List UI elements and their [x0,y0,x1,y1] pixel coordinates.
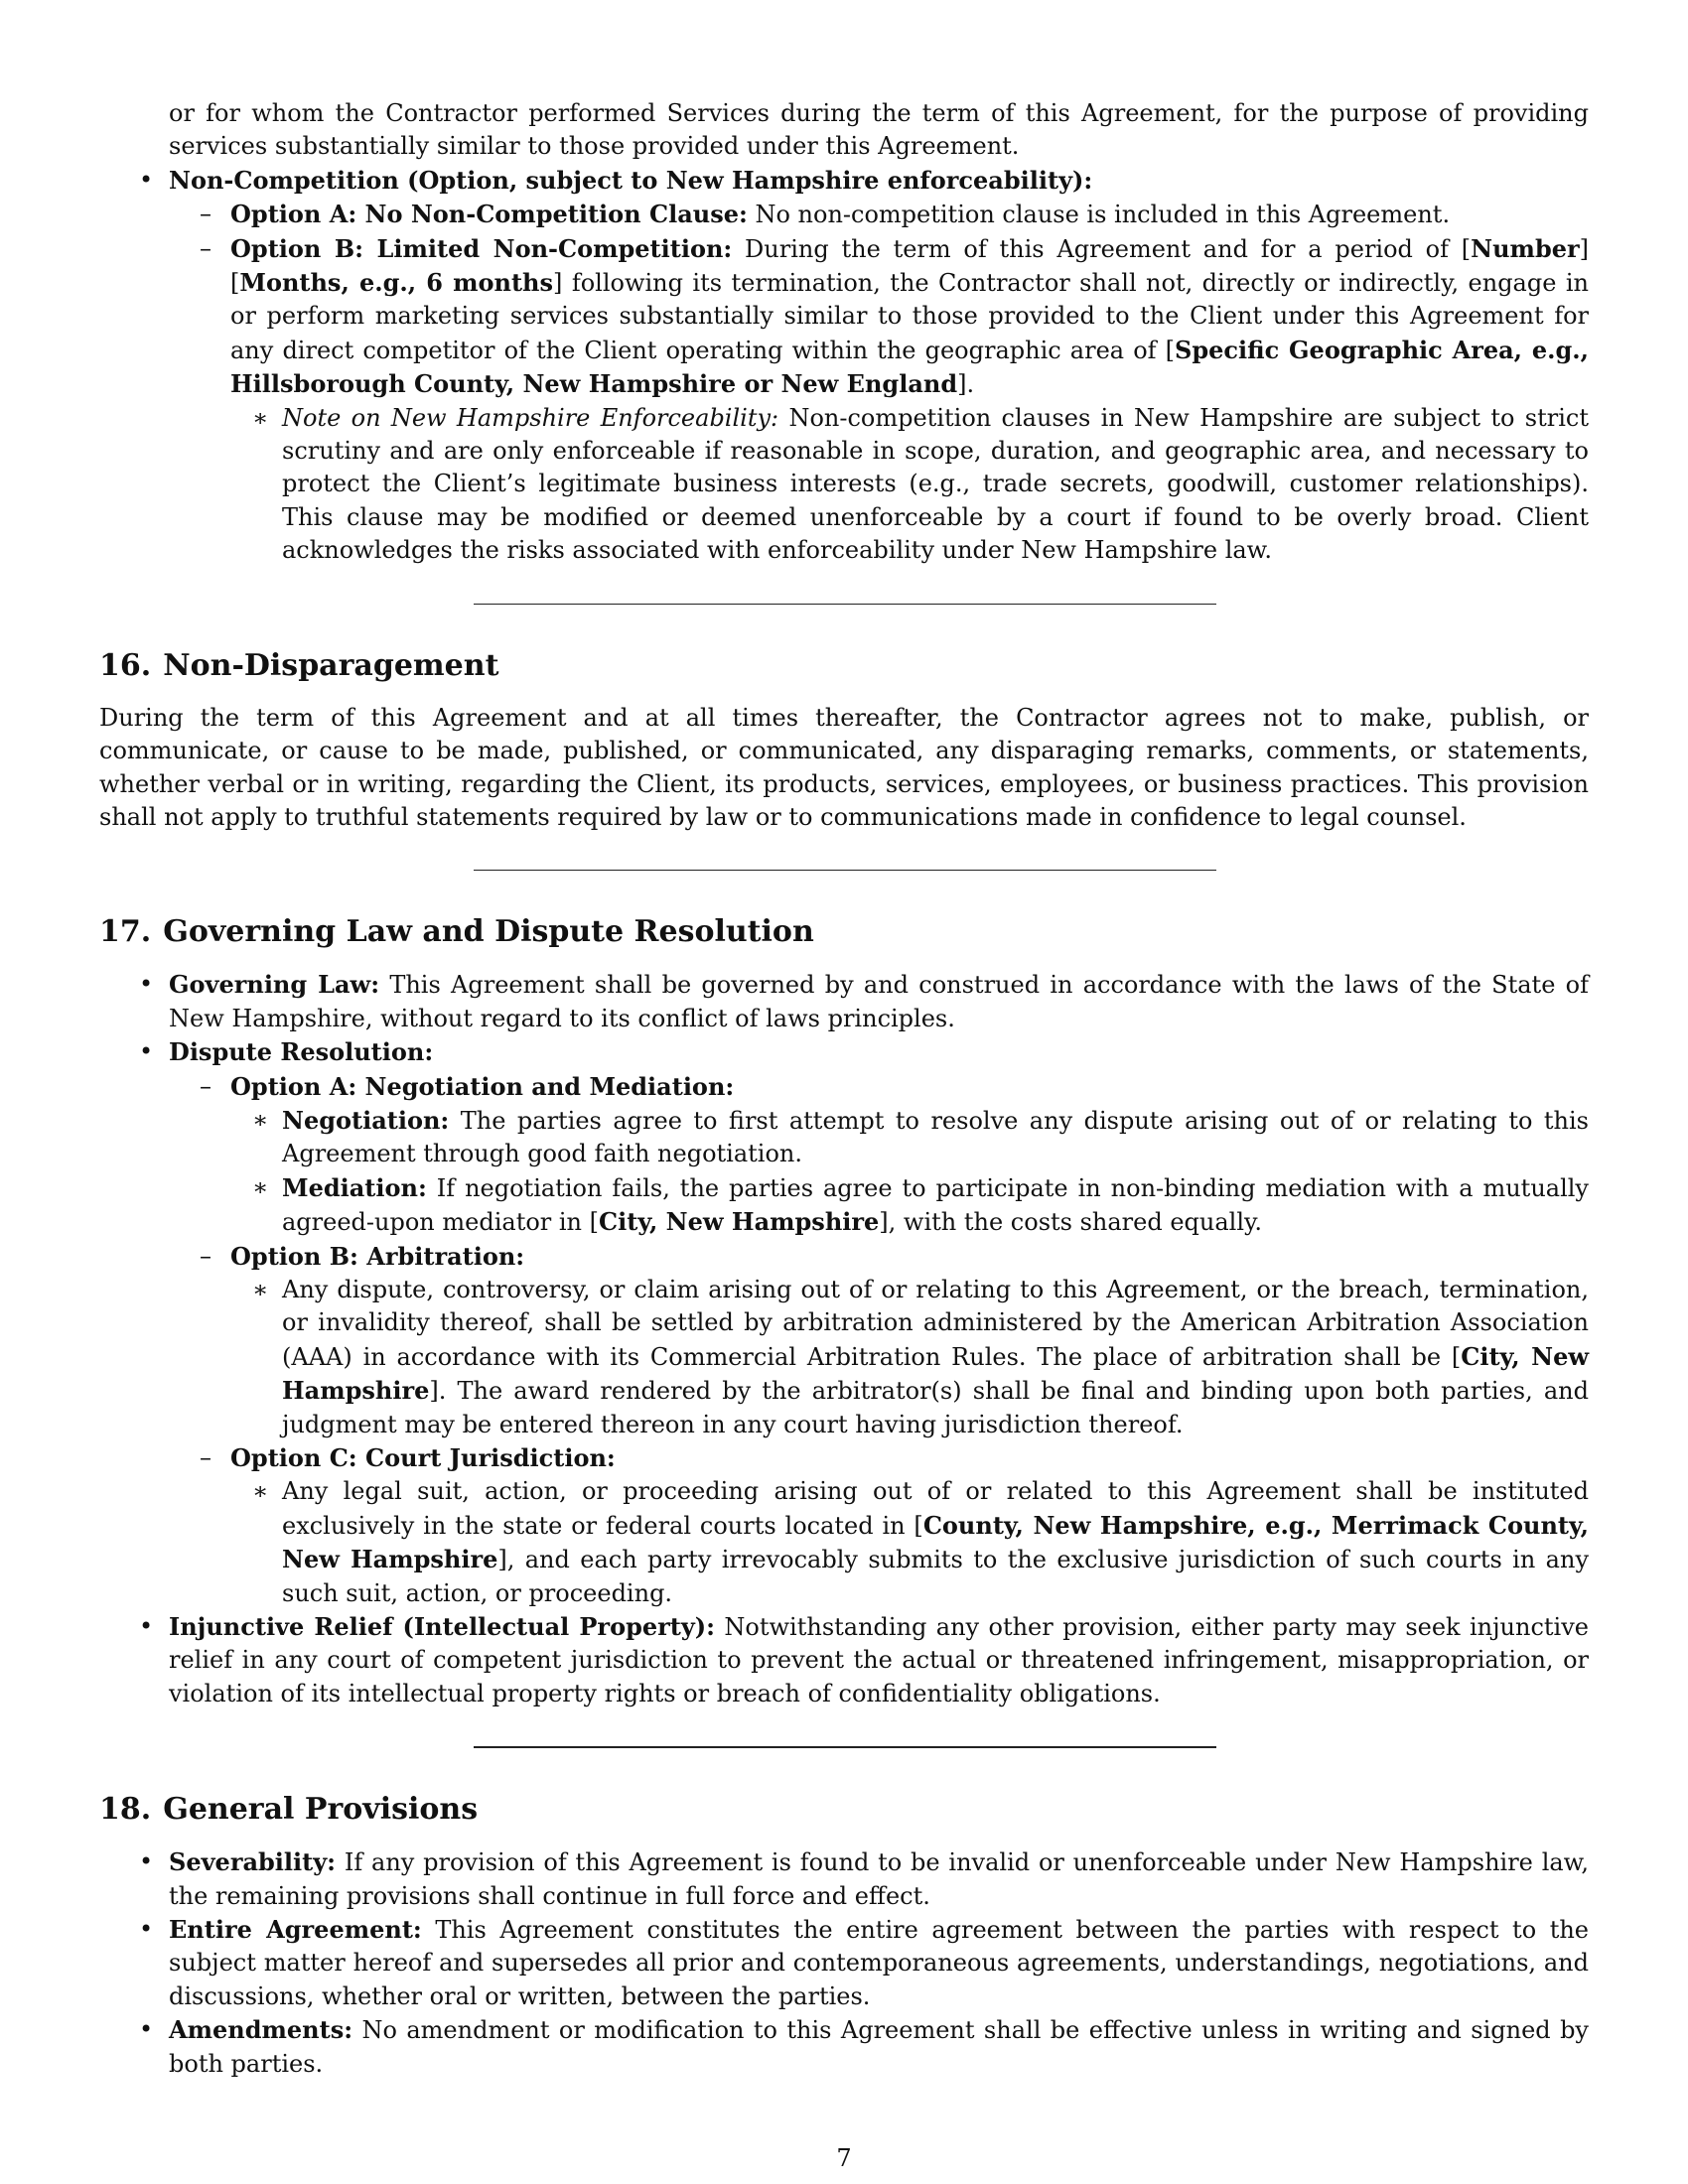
section-number: 16. [99,647,152,683]
bullet-marker: • [139,1037,154,1066]
option-a-title: Option A: Negotiation and Mediation: [230,1071,735,1101]
section-divider [474,870,1216,871]
option-b-items [230,1274,1589,1441]
placeholder-county: County, New Hampshire, e.g., Merrimack County, New Hampshire [282,1510,1589,1574]
placeholder-geographic-area: Specific Geographic Area, e.g., Hillsborough County, New Hampshire or New England [230,335,1589,399]
severability-text: If any provision of this Agreement is found to be invalid or unenforceable under New Hampshire law, the remaining provisions shall continue in full force and effect. [169,1848,1589,1910]
bullet-marker: • [139,2015,154,2044]
page-number: 7 [836,2144,852,2172]
injunctive-relief-text: Notwithstanding any other provision, either party may seek injunctive relief in any court of competent jurisdiction to prevent the actual or threatened infringement, misappropriation, or violation of its intellectual property rights or breach of confidentiality obligations. [169,1613,1589,1707]
dash-marker: – [200,1443,211,1471]
placeholder-city: City, New Hampshire [599,1207,880,1237]
option-c-items [230,1475,1589,1610]
star-marker: ∗ [252,1477,269,1506]
section-16-heading [99,648,1589,684]
court-text: Any legal suit, action, or proceeding arising out of or related to this Agreement shall be instituted exclusively in the state or federal courts located in [ [282,1477,1589,1540]
section-18-heading [99,1792,1589,1828]
option-b-title: Option B: Arbitration: [230,1241,525,1271]
section-title: Non-Disparagement [163,647,499,683]
section-18-list [99,1845,1589,2081]
severability-item [99,1845,1589,1913]
dispute-option-c [169,1441,1589,1610]
option-b-title: Option B: Limited Non-Competition: [230,233,733,263]
noncompete-list [99,164,1589,568]
placeholder-months: Months, e.g., 6 months [239,268,554,298]
placeholder-city: City, New Hampshire [282,1341,1589,1406]
section-divider [474,604,1216,605]
negotiation-title: Negotiation: [282,1105,450,1135]
bullet-marker: • [139,1915,154,1944]
mediation-title: Mediation: [282,1172,427,1202]
court-jurisdiction-item [230,1475,1589,1610]
section-17-heading [99,914,1589,950]
section-title: Governing Law and Dispute Resolution [163,914,814,950]
severability-title: Severability: [169,1847,337,1877]
mediation-text: ], with the costs shared equally. [879,1208,1263,1237]
option-b-text: ] [ [230,234,1590,298]
bullet-marker: • [139,165,154,194]
entire-agreement-text: This Agreement constitutes the entire agreement between the parties with respect to the subject matter hereof and supersedes all prior and contemporaneous agreements, understandings, negotiations, and discussions, whether oral or written, between the parties. [169,1916,1589,2010]
bullet-marker: • [139,1847,154,1876]
noncompete-notes [230,402,1589,568]
placeholder-number: Number [1471,233,1580,263]
bullet-marker: • [139,970,154,999]
entire-agreement-item [99,1913,1589,2013]
star-marker: ∗ [252,1275,269,1303]
amendments-text: No amendment or modification to this Agreement shall be effective unless in writing and signed by both parties. [169,2016,1589,2078]
section-divider [474,1746,1216,1748]
section-number: 17. [99,914,152,950]
arbitration-text: ]. The award rendered by the arbitrator(s) shall be final and binding upon both parties, and judgment may be entered thereon in any court having jurisdiction thereof. [282,1377,1589,1438]
bullet-marker: • [139,1612,154,1641]
entire-agreement-title: Entire Agreement: [169,1915,422,1945]
court-text: ], and each party irrevocably submits to the exclusive jurisdiction of such courts in any such suit, action, or proceeding. [282,1546,1590,1607]
dispute-resolution-title: Dispute Resolution: [169,1037,434,1067]
option-a-text: No non-competition clause is included in this Agreement. [747,201,1451,229]
dash-marker: – [200,233,211,262]
enforceability-note [230,402,1589,568]
note-text: Non-competition clauses in New Hampshire are subject to strict scrutiny and are only enforceable if reasonable in scope, duration, and geographic area, and necessary to protect the Client’s legitimate business interests (e.g., trade secrets, goodwill, customer relationships). This clause may be modified or deemed unenforceable by a court if found to be overly broad. Client acknowledges the risks associated with enforceability under New Hampshire law. [282,403,1589,565]
dash-marker: – [200,1071,211,1100]
injunctive-relief-title: Injunctive Relief (Intellectual Property): [169,1612,716,1642]
arbitration-text: Any dispute, controversy, or claim arising out of or relating to this Agreement, or the breach, termination, or invalidity thereof, shall be settled by arbitration administered by the American Arbitration Association (AAA) in accordance with its Commercial Arbitration Rules. The place of arbitration shall be [ [282,1275,1589,1371]
injunctive-relief-item [99,1610,1589,1710]
dash-marker: – [200,1241,211,1270]
dispute-options [169,1070,1589,1611]
option-a-items [230,1104,1589,1240]
option-b-text: During the term of this Agreement and for a period of [ [732,234,1472,263]
mediation-text: If negotiation fails, the parties agree to participate in non-binding mediation with a mutually agreed-upon mediator in [ [282,1173,1589,1237]
star-marker: ∗ [252,403,269,432]
option-b-text: ]. [957,370,975,399]
dispute-option-a [169,1070,1589,1240]
star-marker: ∗ [252,1172,269,1201]
section-16-body: During the term of this Agreement and at all times thereafter, the Contractor agrees not to make, publish, or communicate, or cause to be made, published, or communicated, any disparaging remarks, comments, or statements, whether verbal or in writing, regarding the Client, its products, services, employees, or business practices. This provision shall not apply to truthful statements required by law or to communications made in confidence to legal counsel. [99,703,1589,831]
noncompete-option-b [169,232,1589,568]
document-content [99,97,1589,2081]
governing-law-title: Governing Law: [169,970,380,1000]
section-title: General Provisions [163,1792,479,1828]
continuation-paragraph: or for whom the Contractor performed Services during the term of this Agreement, for the purpose of providing services substantially similar to those provided under this Agreement. [169,99,1589,161]
mediation-item [230,1171,1589,1240]
option-c-title: Option C: Court Jurisdiction: [230,1443,616,1472]
note-title: Note on New Hampshire Enforceability: [282,403,779,432]
negotiation-text: The parties agree to first attempt to resolve any dispute arising out of or relating to this Agreement through good faith negotiation. [282,1106,1589,1168]
negotiation-item [230,1104,1589,1171]
noncompete-title: Non-Competition (Option, subject to New Hampshire enforceability): [169,165,1093,195]
star-marker: ∗ [252,1105,269,1134]
governing-law-text: This Agreement shall be governed by and construed in accordance with the laws of the State of New Hampshire, without regard to its conflict of laws principles. [169,971,1589,1032]
amendments-item [99,2013,1589,2081]
noncompete-options [169,198,1589,567]
dash-marker: – [200,200,211,228]
dispute-resolution-item [99,1035,1589,1610]
noncompete-item [99,164,1589,568]
governing-law-item [99,968,1589,1035]
option-a-title: Option A: No Non-Competition Clause: [230,200,748,229]
option-b-text: ] following its termination, the Contractor shall not, directly or indirectly, engage in or perform marketing services substantially similar to those provided to the Client under this Agreement for any direct competitor of the Client operating within the geographic area of [ [230,269,1590,364]
section-17-list [99,968,1589,1710]
arbitration-item [230,1274,1589,1441]
amendments-title: Amendments: [169,2015,353,2045]
dispute-option-b [169,1240,1589,1441]
section-number: 18. [99,1792,152,1828]
noncompete-option-a [169,198,1589,231]
